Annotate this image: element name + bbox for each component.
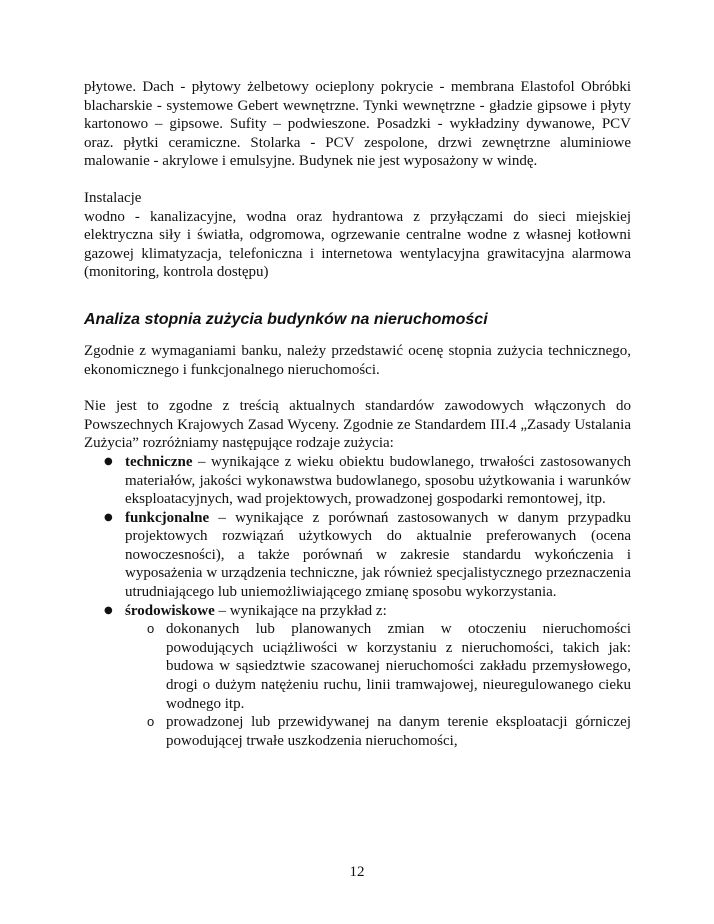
list-item-technical-wear — [84, 453, 631, 509]
bullet-term: funkcjonalne — [125, 509, 210, 526]
environmental-sub-list — [125, 620, 631, 750]
paragraph-standards: Nie jest to zgodne z treścią aktualnych standardów zawodowych włączonych do Powszechnych Krajowych Zasad Wyceny. Zgodnie ze Standardem III.4 „Zasady Ustalania Zużycia” rozróżniamy następujące rodzaje zużycia: — [84, 398, 631, 452]
intro-paragraph: płytowe. Dach - płytowy żelbetowy ocieplony pokrycie - membrana Elastofol Obróbki blacharskie - systemowe Gebert wewnętrzne. Tynki wewnętrzne - gładzie gipsowe i płyty kartonowo – gipsowe. Sufity – podwieszone. Posadzki - wykładziny dywanowe, PCV oraz. płytki ceramiczne. Stolarka - PCV zespolone, drzwi zewnętrzne aluminiowe malowanie - akrylowe i emulsyjne. Budynek nie jest wyposażony w windę. — [84, 79, 631, 170]
list-item-environmental-wear — [84, 602, 631, 751]
bullet-term: techniczne — [125, 453, 193, 470]
sub-list-item: o prowadzonej lub przewidywanej na danym terenie eksploatacji górniczej powodującej trwałe uszkodzenia nieruchomości, — [125, 713, 631, 750]
page-content — [84, 78, 631, 750]
sub-list-item: o dokonanych lub planowanych zmian w otoczeniu nieruchomości powodujących uciążliwości w korzystaniu z nieruchomości, takich jak: budowa w sąsiedztwie szacowanej nieruchomości zakładu przemysłowego, drogi o dużym natężeniu ruchu, linii tramwajowej, nieuregulowanego cieku wodnego itp. — [125, 620, 631, 713]
section-heading: Analiza stopnia zużycia budynków na nieruchomości — [84, 310, 488, 328]
bullet-text: – wynikające na przykład z: — [214, 602, 387, 619]
installations-text: wodno - kanalizacyjne, wodna oraz hydrantowa z przyłączami do sieci miejskiej elektryczna siły i światła, odgromowa, ogrzewanie centralne wodne z własnej kotłowni gazowej klimatyzacja, telefoniczna i internetowa wentylacyjna grawitacyjna alarmowa (monitoring, kontrola dostępu) — [84, 208, 631, 281]
page-number: 12 — [349, 864, 365, 880]
installations-label: Instalacje — [84, 189, 142, 206]
list-item-functional-wear — [84, 509, 631, 602]
bullet-text: – wynikające z porównań zastosowanych w danym przypadku projektowych rozwiązań użytkowych do aktualnie preferowanych (ocena nowoczesności), a także porównań w zakresie standardu wykończenia i wyposażenia w urządzenia techniczne, jak również specjalistycznego przeznaczenia utrudniającego lub uniemożliwiającego zmianę sposobu wykorzystania. — [125, 509, 631, 601]
bullet-term: środowiskowe — [125, 602, 215, 619]
paragraph-bank-requirements: Zgodnie z wymaganiami banku, należy przedstawić ocenę stopnia zużycia technicznego, ekonomicznego i funkcjonalnego nieruchomości. — [84, 342, 631, 378]
bullet-text: – wynikające z wieku obiektu budowlanego, trwałości zastosowanych materiałów, jakości wykonawstwa budowlanego, sposobu użytkowania i warunków eksploatacyjnych, wad projektowych, prowadzonej gospodarki remontowej, itp. — [125, 453, 631, 508]
wear-types-list — [84, 453, 631, 751]
